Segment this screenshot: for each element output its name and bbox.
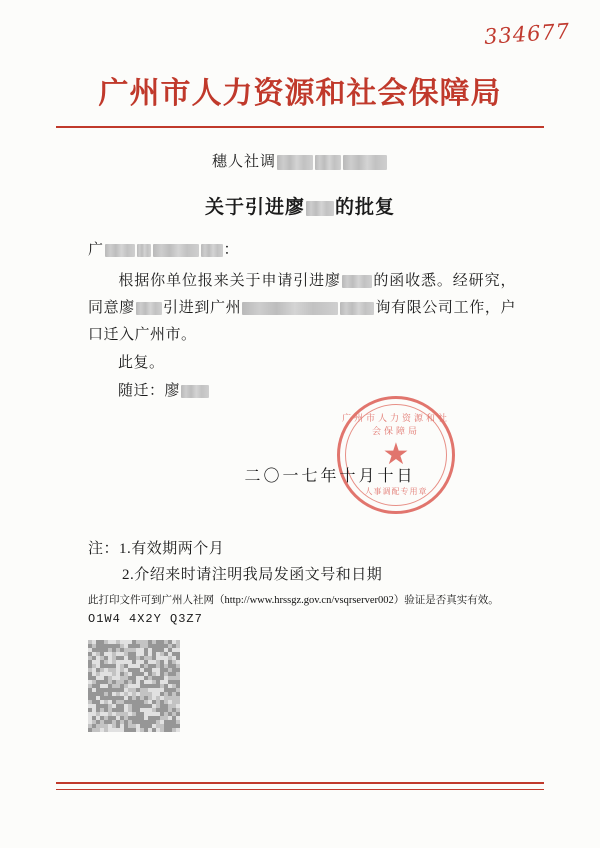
redaction-block — [343, 155, 387, 170]
note-line-1 — [88, 536, 224, 562]
paragraph-1-text-a: 根据你单位报来关于申请引进廖 — [118, 273, 341, 289]
redaction-block — [153, 244, 199, 257]
document-number-line — [0, 150, 600, 171]
qr-code — [88, 640, 180, 732]
paragraph-1-text-b: 的函收悉。经研究，同意廖 — [88, 273, 516, 316]
redaction-block — [242, 302, 338, 315]
redaction-block — [105, 244, 135, 257]
page-title: 广州市人力资源和社会保障局 — [98, 76, 502, 111]
body-paragraph-2 — [88, 350, 516, 377]
paragraph-3-label: 随迁：廖 — [118, 383, 181, 399]
note-1-text: 1.有效期两个月 — [119, 541, 225, 557]
document-date: 二〇一七年十月十日 — [244, 468, 416, 485]
redaction-block — [137, 244, 151, 257]
redaction-block — [277, 155, 313, 170]
header-divider — [56, 126, 544, 128]
redaction-block — [342, 275, 372, 288]
addressee-line — [88, 238, 239, 259]
notes-label: 注： — [88, 541, 120, 557]
paragraph-1-text-d: 询有限公司工作，户口迁入广州市。 — [88, 300, 516, 343]
subject-suffix: 的批复 — [335, 196, 396, 218]
body-paragraph-3 — [88, 378, 516, 405]
note-line-2: 2.介绍来时请注明我局发函文号和日期 — [122, 567, 383, 583]
official-seal — [337, 396, 455, 514]
redaction-block — [340, 302, 374, 315]
verification-fineprint: 此打印文件可到广州人社网（http://www.hrssgz.gov.cn/vsqrserver002）验证是否真实有效。 — [88, 595, 499, 606]
star-icon: ★ — [382, 438, 410, 471]
paragraph-2-text: 此复。 — [118, 355, 165, 371]
footer-divider-thick — [56, 782, 544, 784]
redaction-block — [315, 155, 341, 170]
document-number-label: 穗人社调 — [211, 154, 276, 170]
subject-prefix: 关于引进廖 — [204, 196, 305, 218]
paragraph-1-text-c: 引进到广州 — [162, 300, 242, 316]
redaction-block — [181, 385, 209, 398]
redaction-block — [201, 244, 223, 257]
footer-divider-thin — [56, 789, 544, 790]
redaction-block — [136, 302, 162, 315]
addressee-prefix: 广 — [88, 242, 104, 258]
redaction-block — [306, 201, 334, 216]
seal-top-text: 广州市人力资源和社会保障局 — [341, 413, 450, 436]
handwritten-reference-number: 334677 — [483, 19, 571, 49]
body-paragraph-1 — [88, 268, 516, 349]
addressee-colon: ： — [223, 242, 240, 258]
verification-code: O1W4 4X2Y Q3Z7 — [88, 612, 203, 626]
seal-bottom-text: 人事调配专用章 — [364, 487, 428, 496]
document-subject — [0, 192, 600, 219]
